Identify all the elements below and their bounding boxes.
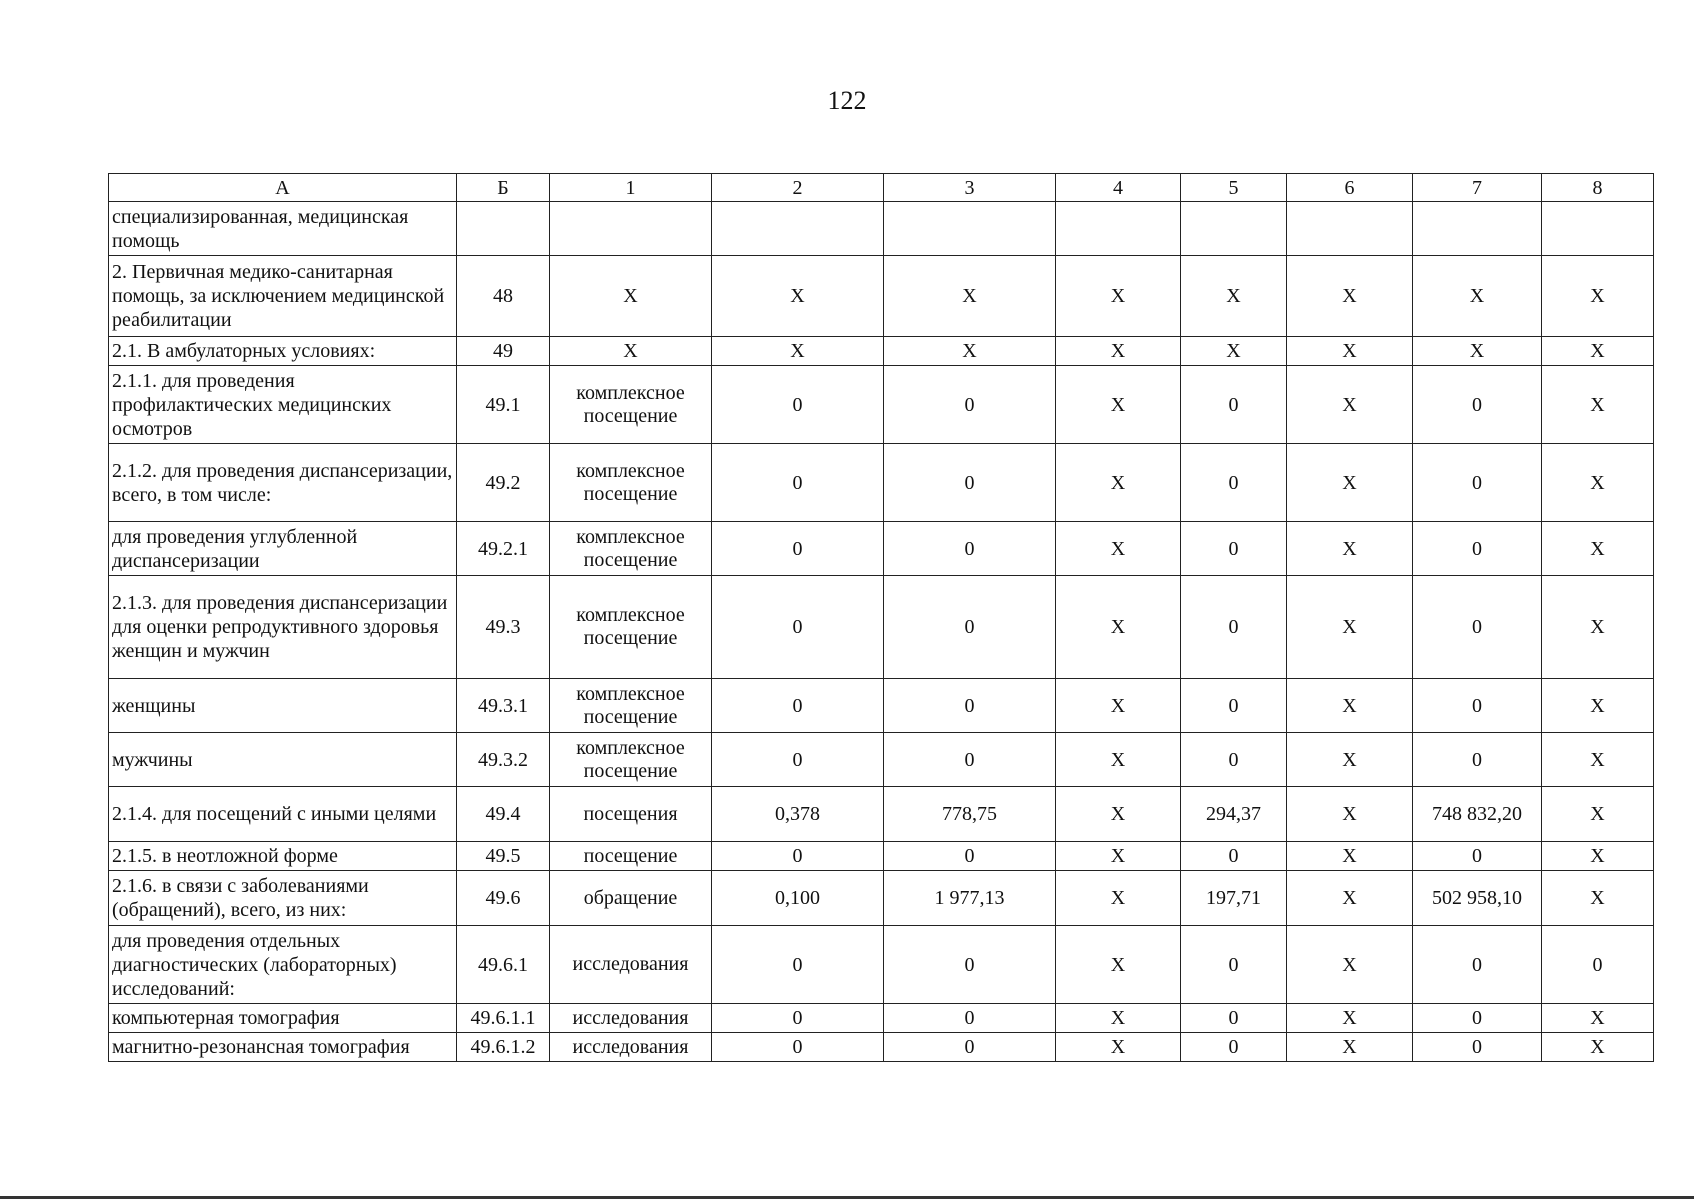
row-code-cell: 49.4 — [457, 787, 550, 842]
row-name-cell: 2.1. В амбулаторных условиях: — [109, 337, 457, 366]
table-row — [109, 787, 1654, 842]
table-row — [109, 679, 1654, 733]
row-value-cell: 1 977,13 — [884, 871, 1056, 926]
row-code-cell: 49.3.2 — [457, 733, 550, 787]
row-unit-cell: исследования — [550, 926, 712, 1004]
row-value-cell: 0,378 — [712, 787, 884, 842]
row-name-cell: 2.1.2. для проведения диспансеризации, всего, в том числе: — [109, 444, 457, 522]
row-value-cell: X — [1056, 1033, 1181, 1062]
page-number: 122 — [827, 86, 867, 115]
row-unit-cell: комплексное посещение — [550, 522, 712, 576]
row-code-cell: 49.6.1.2 — [457, 1033, 550, 1062]
row-code-cell: 49.3.1 — [457, 679, 550, 733]
row-value-cell: 0 — [884, 733, 1056, 787]
row-value-cell: 0 — [1413, 1033, 1542, 1062]
row-code-cell: 49.6.1 — [457, 926, 550, 1004]
row-name-cell: компьютерная томография — [109, 1004, 457, 1033]
row-value-cell: 0 — [1181, 1033, 1287, 1062]
table-row — [109, 366, 1654, 444]
page-bottom-edge — [0, 1196, 1694, 1199]
row-value-cell: X — [1181, 337, 1287, 366]
row-unit-cell: комплексное посещение — [550, 679, 712, 733]
row-value-cell: X — [1056, 256, 1181, 337]
table-row — [109, 926, 1654, 1004]
column-header: 2 — [712, 174, 884, 202]
row-unit-cell: X — [550, 256, 712, 337]
row-value-cell: X — [1287, 871, 1413, 926]
row-value-cell: 0 — [884, 679, 1056, 733]
row-unit-cell: посещение — [550, 842, 712, 871]
row-value-cell: X — [1542, 733, 1654, 787]
table-row — [109, 256, 1654, 337]
row-value-cell: 0 — [1413, 926, 1542, 1004]
row-value-cell: 0 — [712, 926, 884, 1004]
row-value-cell: X — [1542, 522, 1654, 576]
row-value-cell: X — [712, 256, 884, 337]
row-value-cell: 0 — [1181, 522, 1287, 576]
row-value-cell: X — [884, 256, 1056, 337]
row-value-cell: 0 — [884, 444, 1056, 522]
row-code-cell: 49 — [457, 337, 550, 366]
row-value-cell: 0 — [1413, 366, 1542, 444]
row-unit-cell: комплексное посещение — [550, 366, 712, 444]
row-value-cell: 0 — [884, 366, 1056, 444]
row-value-cell: X — [1287, 337, 1413, 366]
row-name-cell: 2.1.6. в связи с заболеваниями (обращений), всего, из них: — [109, 871, 457, 926]
row-value-cell: X — [1056, 787, 1181, 842]
row-name-cell: женщины — [109, 679, 457, 733]
row-value-cell: 0 — [1181, 679, 1287, 733]
row-code-cell: 49.5 — [457, 842, 550, 871]
row-value-cell: X — [1542, 444, 1654, 522]
row-name-cell: 2.1.3. для проведения диспансеризации для оценки репродуктивного здоровья женщин и мужчин — [109, 576, 457, 679]
row-value-cell: 0 — [1413, 444, 1542, 522]
column-header: 3 — [884, 174, 1056, 202]
row-value-cell: 0 — [1181, 1004, 1287, 1033]
row-name-cell: 2.1.4. для посещений с иными целями — [109, 787, 457, 842]
row-value-cell: 0 — [712, 679, 884, 733]
table-row — [109, 522, 1654, 576]
row-value-cell: 0,100 — [712, 871, 884, 926]
row-value-cell: 748 832,20 — [1413, 787, 1542, 842]
row-value-cell: X — [1056, 444, 1181, 522]
row-value-cell — [884, 202, 1056, 256]
row-value-cell: X — [1542, 679, 1654, 733]
row-value-cell: X — [1056, 576, 1181, 679]
row-value-cell: 0 — [712, 444, 884, 522]
row-value-cell: X — [884, 337, 1056, 366]
row-code-cell: 49.2.1 — [457, 522, 550, 576]
table-header-row — [109, 174, 1654, 202]
row-unit-cell: посещения — [550, 787, 712, 842]
column-header: 5 — [1181, 174, 1287, 202]
row-value-cell: X — [1056, 733, 1181, 787]
row-value-cell: X — [1287, 679, 1413, 733]
row-value-cell: 197,71 — [1181, 871, 1287, 926]
row-value-cell: X — [1287, 787, 1413, 842]
row-name-cell: для проведения углубленной диспансеризации — [109, 522, 457, 576]
row-value-cell: 0 — [884, 1004, 1056, 1033]
row-value-cell: X — [1056, 842, 1181, 871]
row-value-cell: X — [1287, 1033, 1413, 1062]
row-value-cell: 0 — [884, 1033, 1056, 1062]
row-unit-cell: комплексное посещение — [550, 576, 712, 679]
row-value-cell: X — [1287, 576, 1413, 679]
table-row — [109, 202, 1654, 256]
row-value-cell: X — [1287, 1004, 1413, 1033]
row-value-cell: 0 — [1181, 444, 1287, 522]
row-unit-cell — [550, 202, 712, 256]
row-value-cell: 0 — [712, 1033, 884, 1062]
row-name-cell: 2.1.5. в неотложной форме — [109, 842, 457, 871]
row-value-cell: X — [1542, 366, 1654, 444]
row-value-cell: 0 — [1413, 576, 1542, 679]
table-row — [109, 337, 1654, 366]
row-value-cell: X — [1542, 337, 1654, 366]
row-name-cell: для проведения отдельных диагностических (лабораторных) исследований: — [109, 926, 457, 1004]
row-value-cell: X — [1542, 1004, 1654, 1033]
row-value-cell: X — [1181, 256, 1287, 337]
row-value-cell: 0 — [712, 733, 884, 787]
row-value-cell: 778,75 — [884, 787, 1056, 842]
row-value-cell: X — [1287, 444, 1413, 522]
row-value-cell — [712, 202, 884, 256]
row-value-cell: X — [712, 337, 884, 366]
data-table — [108, 173, 1654, 1062]
row-value-cell: 0 — [1542, 926, 1654, 1004]
column-header: А — [109, 174, 457, 202]
row-value-cell: X — [1287, 926, 1413, 1004]
row-value-cell: 0 — [1413, 1004, 1542, 1033]
row-value-cell: 0 — [1413, 522, 1542, 576]
row-value-cell: 0 — [712, 576, 884, 679]
row-name-cell: 2.1.1. для проведения профилактических медицинских осмотров — [109, 366, 457, 444]
row-value-cell: 0 — [884, 842, 1056, 871]
row-value-cell: 0 — [712, 366, 884, 444]
column-header: 1 — [550, 174, 712, 202]
table-row — [109, 1004, 1654, 1033]
row-code-cell — [457, 202, 550, 256]
row-value-cell: X — [1056, 522, 1181, 576]
row-value-cell: 0 — [1181, 576, 1287, 679]
row-value-cell: 0 — [884, 576, 1056, 679]
row-value-cell: 502 958,10 — [1413, 871, 1542, 926]
column-header: 8 — [1542, 174, 1654, 202]
table-row — [109, 871, 1654, 926]
table-row — [109, 576, 1654, 679]
row-value-cell: 0 — [712, 842, 884, 871]
row-unit-cell: обращение — [550, 871, 712, 926]
row-value-cell: X — [1056, 871, 1181, 926]
row-value-cell — [1056, 202, 1181, 256]
row-value-cell — [1287, 202, 1413, 256]
row-name-cell: 2. Первичная медико-санитарная помощь, за исключением медицинской реабилитации — [109, 256, 457, 337]
table-row — [109, 1033, 1654, 1062]
row-value-cell: 0 — [1181, 733, 1287, 787]
row-value-cell: X — [1287, 733, 1413, 787]
row-value-cell: X — [1056, 679, 1181, 733]
row-value-cell: X — [1413, 337, 1542, 366]
row-code-cell: 48 — [457, 256, 550, 337]
table-row — [109, 733, 1654, 787]
row-value-cell: X — [1056, 366, 1181, 444]
row-unit-cell: исследования — [550, 1033, 712, 1062]
row-code-cell: 49.1 — [457, 366, 550, 444]
row-value-cell: 0 — [1181, 842, 1287, 871]
row-value-cell: X — [1056, 1004, 1181, 1033]
row-value-cell: X — [1542, 787, 1654, 842]
row-value-cell: X — [1542, 842, 1654, 871]
row-unit-cell: комплексное посещение — [550, 733, 712, 787]
row-unit-cell: комплексное посещение — [550, 444, 712, 522]
row-unit-cell: исследования — [550, 1004, 712, 1033]
row-value-cell: X — [1542, 1033, 1654, 1062]
row-value-cell — [1181, 202, 1287, 256]
row-code-cell: 49.6 — [457, 871, 550, 926]
row-value-cell: 0 — [884, 522, 1056, 576]
row-value-cell: X — [1542, 576, 1654, 679]
row-value-cell: 0 — [1413, 733, 1542, 787]
row-value-cell — [1413, 202, 1542, 256]
row-value-cell: X — [1287, 256, 1413, 337]
row-value-cell: X — [1287, 842, 1413, 871]
row-value-cell: 0 — [1413, 679, 1542, 733]
row-value-cell: 0 — [1413, 842, 1542, 871]
row-value-cell: 0 — [884, 926, 1056, 1004]
row-code-cell: 49.3 — [457, 576, 550, 679]
column-header: 4 — [1056, 174, 1181, 202]
row-value-cell: X — [1287, 522, 1413, 576]
row-value-cell: 0 — [712, 522, 884, 576]
row-value-cell — [1542, 202, 1654, 256]
column-header: 6 — [1287, 174, 1413, 202]
row-value-cell: 0 — [712, 1004, 884, 1033]
row-name-cell: специализированная, медицинская помощь — [109, 202, 457, 256]
row-value-cell: X — [1287, 366, 1413, 444]
table-row — [109, 842, 1654, 871]
row-value-cell: 0 — [1181, 366, 1287, 444]
table-row — [109, 444, 1654, 522]
row-value-cell: 294,37 — [1181, 787, 1287, 842]
row-name-cell: магнитно-резонансная томография — [109, 1033, 457, 1062]
row-value-cell: X — [1542, 256, 1654, 337]
row-value-cell: 0 — [1181, 926, 1287, 1004]
row-value-cell: X — [1056, 926, 1181, 1004]
column-header: Б — [457, 174, 550, 202]
row-value-cell: X — [1056, 337, 1181, 366]
row-value-cell: X — [1542, 871, 1654, 926]
row-value-cell: X — [1413, 256, 1542, 337]
row-name-cell: мужчины — [109, 733, 457, 787]
row-unit-cell: X — [550, 337, 712, 366]
column-header: 7 — [1413, 174, 1542, 202]
row-code-cell: 49.2 — [457, 444, 550, 522]
row-code-cell: 49.6.1.1 — [457, 1004, 550, 1033]
